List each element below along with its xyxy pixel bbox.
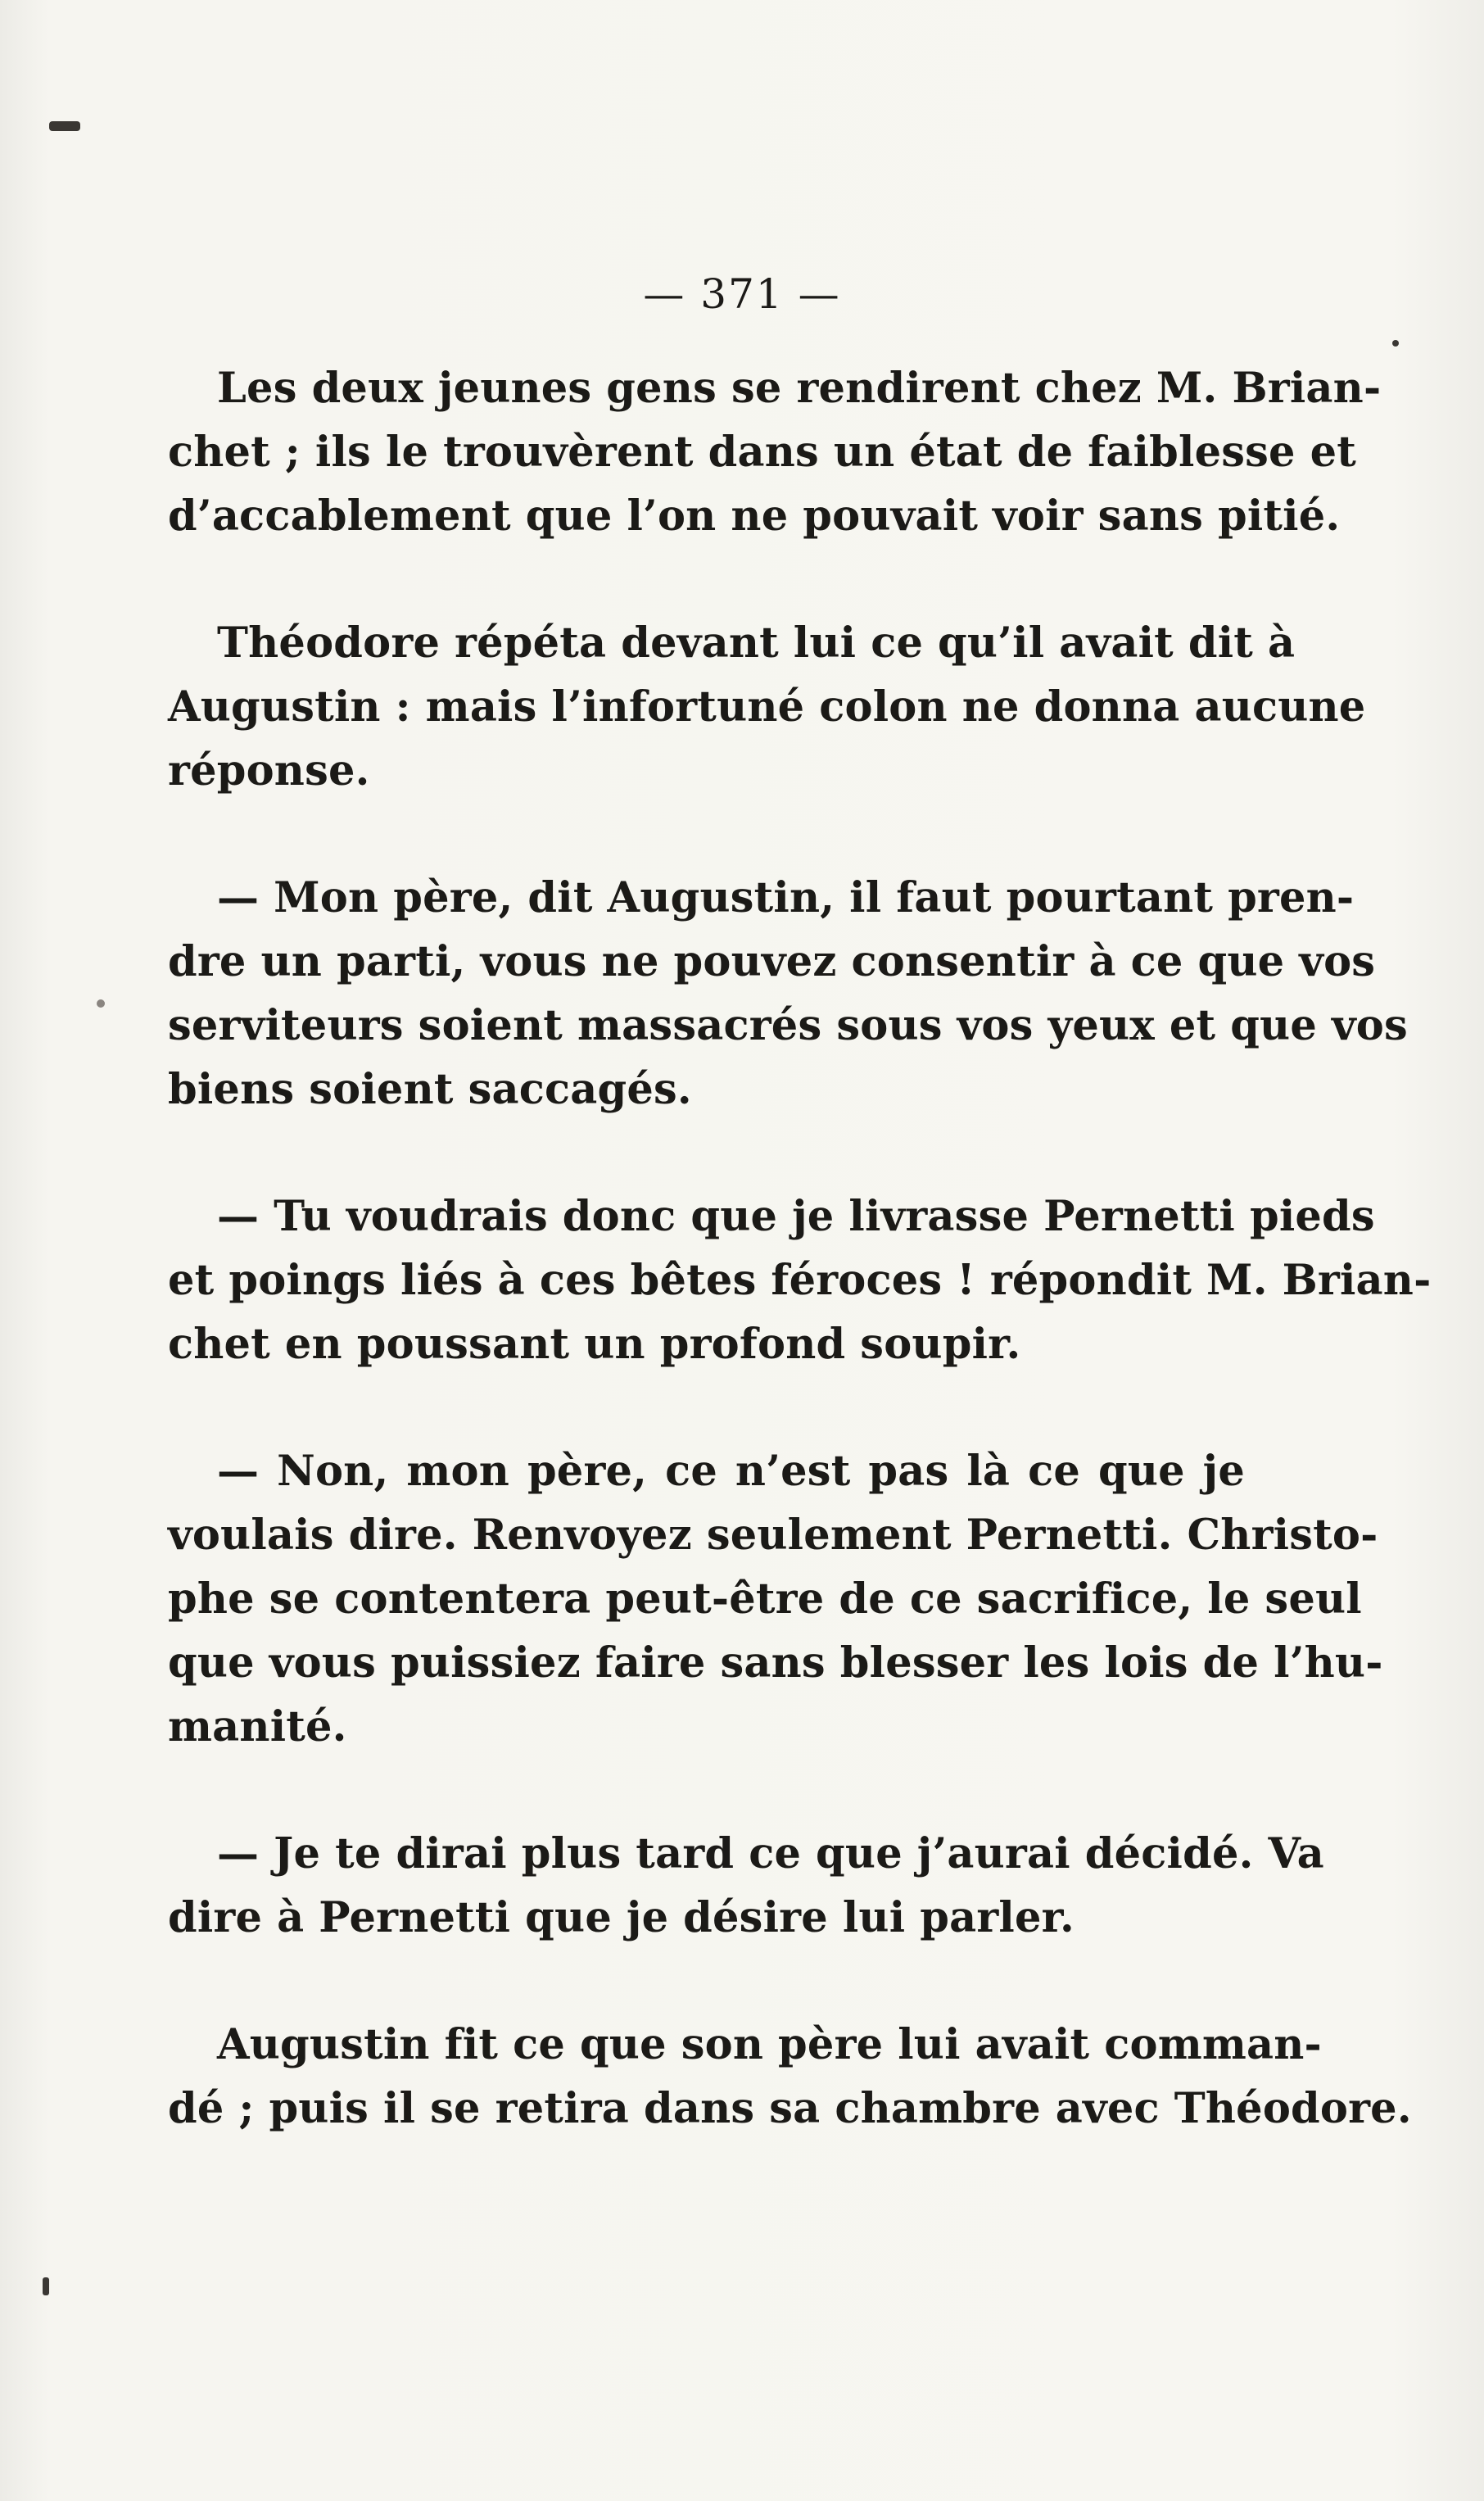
text-line: serviteurs soient massacrés sous vos yeux et que vos [168, 1001, 1408, 1050]
text-line: d’accablement que l’on ne pouvait voir sans pitié. [168, 492, 1341, 541]
paragraph [168, 866, 1408, 1121]
text-line: — Je te dirai plus tard ce que j’aurai décidé. Va [217, 1829, 1324, 1878]
text-line: réponse. [168, 746, 370, 795]
text-line: et poings liés à ces bêtes féroces ! répondit M. Brian- [168, 1256, 1432, 1305]
text-line: — Mon père, dit Augustin, il faut pourtant pren- [217, 873, 1355, 922]
text-line: que vous puissiez faire sans blesser les lois de l’hu- [168, 1638, 1383, 1688]
paragraph [168, 356, 1382, 548]
paragraph [168, 1439, 1383, 1759]
ink-speck-mark [43, 2277, 49, 2295]
text-line: Augustin fit ce que son père lui avait comman- [217, 2020, 1322, 2069]
text-line: manité. [168, 1702, 347, 1751]
text-line: biens soient saccagés. [168, 1065, 692, 1114]
text-line: chet en poussant un profond soupir. [168, 1320, 1021, 1369]
paragraph [168, 1185, 1432, 1376]
paragraph [168, 2013, 1412, 2141]
text-line: dé ; puis il se retira dans sa chambre avec Théodore. [168, 2084, 1412, 2133]
text-line: — Tu voudrais donc que je livrasse Pernetti pieds [217, 1192, 1375, 1241]
text-line: Théodore répéta devant lui ce qu’il avait dit à [217, 618, 1296, 668]
text-line: — Non, mon père, ce n’est pas là ce que je [217, 1447, 1245, 1496]
text-line: Les deux jeunes gens se rendirent chez M. Brian- [217, 364, 1382, 413]
text-line: chet ; ils le trouvèrent dans un état de faiblesse et [168, 428, 1357, 477]
paragraph [168, 1822, 1324, 1950]
text-line: dire à Pernetti que je désire lui parler. [168, 1893, 1075, 1942]
body-text [168, 356, 1432, 2204]
text-line: dre un parti, vous ne pouvez consentir à ce que vos [168, 937, 1376, 986]
ink-speck-mark [97, 999, 105, 1008]
text-line: Augustin : mais l’infortuné colon ne donna aucune [168, 682, 1366, 732]
paragraph [168, 611, 1366, 803]
ink-speck-mark [49, 121, 80, 131]
text-line: phe se contentera peut-être de ce sacrifice, le seul [168, 1574, 1362, 1624]
ink-speck-mark [1392, 340, 1399, 347]
page-number: — 371 — [643, 270, 841, 318]
text-line: voulais dire. Renvoyez seulement Pernetti. Christo- [168, 1511, 1378, 1560]
